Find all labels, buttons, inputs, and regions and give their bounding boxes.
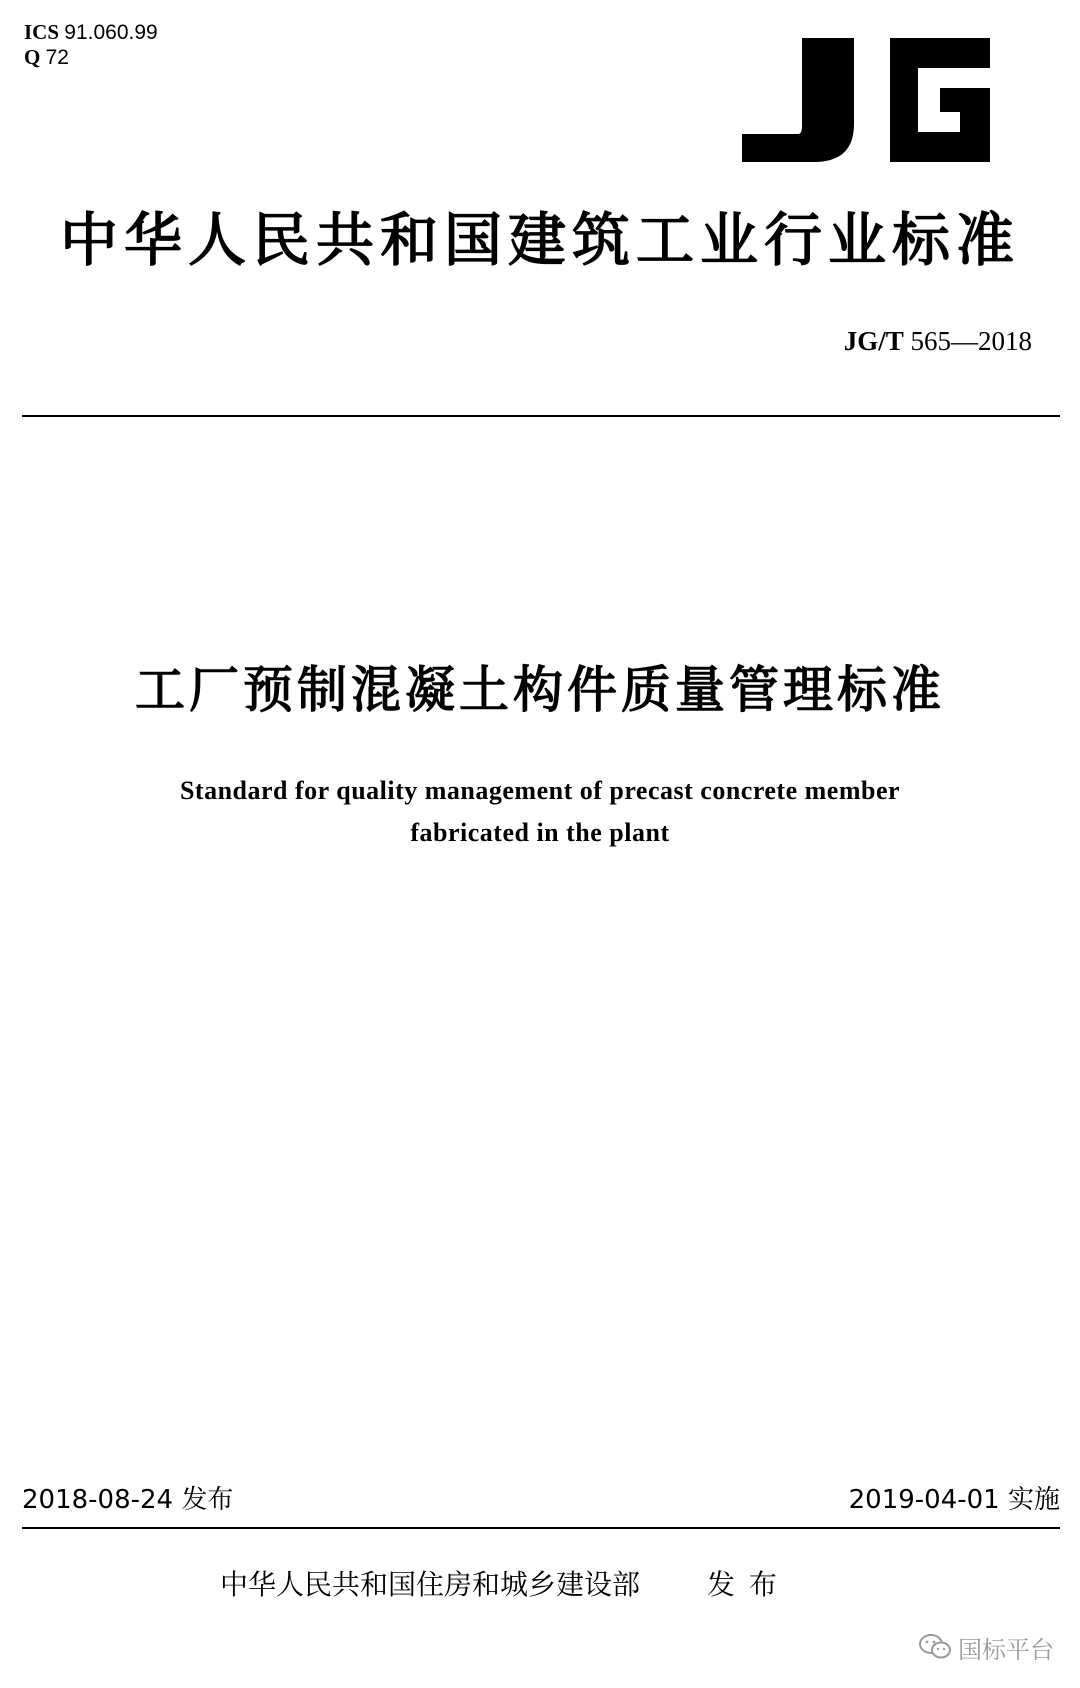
- document-title-en: [0, 770, 1080, 854]
- publish-action: 发布: [706, 1568, 791, 1601]
- ics-label: ICS: [24, 20, 60, 44]
- document-title-en-line1: Standard for quality management of precast concrete member: [179, 776, 901, 805]
- ccs-code: 72: [45, 46, 69, 69]
- top-divider: [22, 415, 1060, 417]
- jg-logo: [742, 38, 990, 162]
- issue-date: 2018-08-24 发布: [22, 1485, 234, 1515]
- publisher-row: [220, 1567, 791, 1603]
- ics-line: [24, 20, 158, 45]
- watermark: [918, 1629, 1054, 1665]
- ccs-line: [24, 45, 158, 70]
- wechat-icon: [918, 1633, 952, 1661]
- standard-code: JG/T: [843, 326, 904, 356]
- bottom-divider: [22, 1527, 1060, 1529]
- watermark-text: 国标平台: [958, 1635, 1054, 1664]
- ics-code: 91.060.99: [64, 21, 158, 44]
- standard-number-value: 565—2018: [910, 326, 1032, 356]
- main-title: 中华人民共和国建筑工业行业标准: [59, 206, 1020, 274]
- document-title-en-line2: fabricated in the plant: [410, 818, 670, 847]
- ccs-label: Q: [24, 45, 41, 69]
- implement-date: 2019-04-01 实施: [848, 1485, 1060, 1515]
- document-title-cn: 工厂预制混凝土构件质量管理标准: [135, 661, 945, 719]
- standard-number: [844, 325, 1032, 357]
- publisher-name: 中华人民共和国住房和城乡建设部: [220, 1568, 641, 1601]
- classification-codes: [24, 20, 158, 70]
